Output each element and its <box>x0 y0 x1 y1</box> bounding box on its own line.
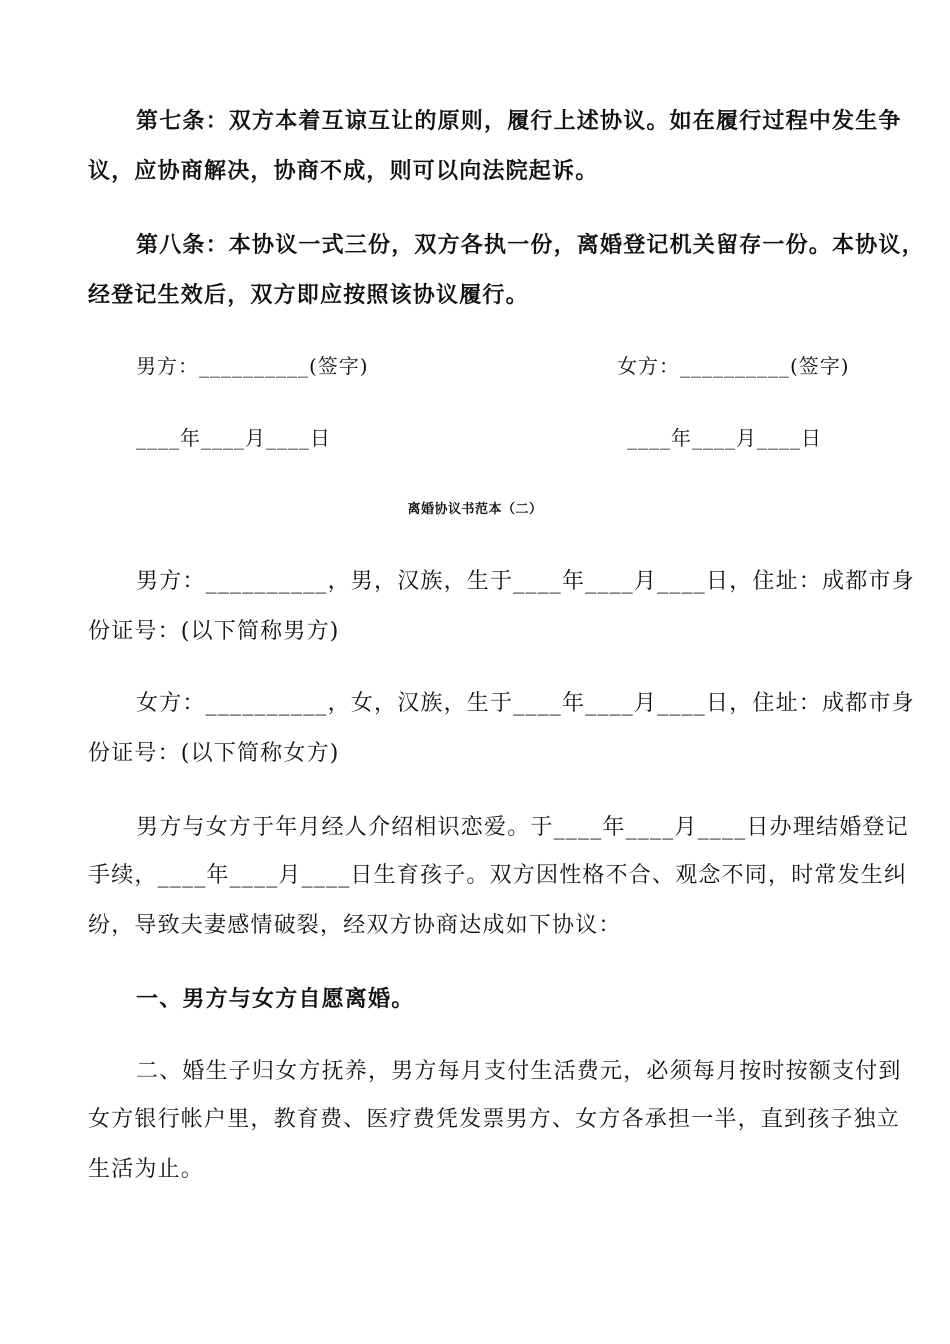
female-date-line: ____年____月____日 <box>627 426 822 450</box>
article-7-line-1: 第七条：双方本着互谅互让的原则，履行上述协议。如在履行过程中发生争 <box>136 109 902 134</box>
female-signature-line: 女方：__________(签字) <box>617 354 850 378</box>
male-party-line-1: 男方：__________，男，汉族，生于____年____月____日，住址：成都市身 <box>136 569 915 594</box>
male-signature-line: 男方：__________(签字) <box>136 354 369 378</box>
article-8-line-1: 第八条：本协议一式三份，双方各执一份，离婚登记机关留存一份。本协议， <box>136 233 925 258</box>
female-party-line-1: 女方：__________，女，汉族，生于____年____月____日，住址：成都市身 <box>136 691 915 716</box>
male-party-line-2: 份证号：(以下简称男方) <box>88 619 340 644</box>
background-line-1: 男方与女方于年月经人介绍相识恋爱。于____年____月____日办理结婚登记 <box>136 815 909 840</box>
background-line-2: 手续，____年____月____日生育孩子。双方因性格不合、观念不同，时常发生纠 <box>88 863 908 888</box>
female-party-line-2: 份证号：(以下简称女方) <box>88 741 340 766</box>
background-line-3: 纷，导致夫妻感情破裂，经双方协商达成如下协议： <box>88 913 622 938</box>
section-title: 离婚协议书范本（二） <box>407 502 543 517</box>
article-8-line-2: 经登记生效后，双方即应按照该协议履行。 <box>88 283 529 308</box>
clause-2-line-3: 生活为止。 <box>88 1157 205 1182</box>
article-7-line-2: 议，应协商解决，协商不成，则可以向法院起诉。 <box>88 159 599 184</box>
clause-2-line-1: 二、婚生子归女方抚养，男方每月支付生活费元，必须每月按时按额支付到 <box>136 1059 902 1084</box>
clause-1: 一、男方与女方自愿离婚。 <box>136 987 415 1012</box>
male-date-line: ____年____月____日 <box>136 426 331 450</box>
clause-2-line-2: 女方银行帐户里，教育费、医疗费凭发票男方、女方各承担一半，直到孩子独立 <box>88 1107 901 1132</box>
